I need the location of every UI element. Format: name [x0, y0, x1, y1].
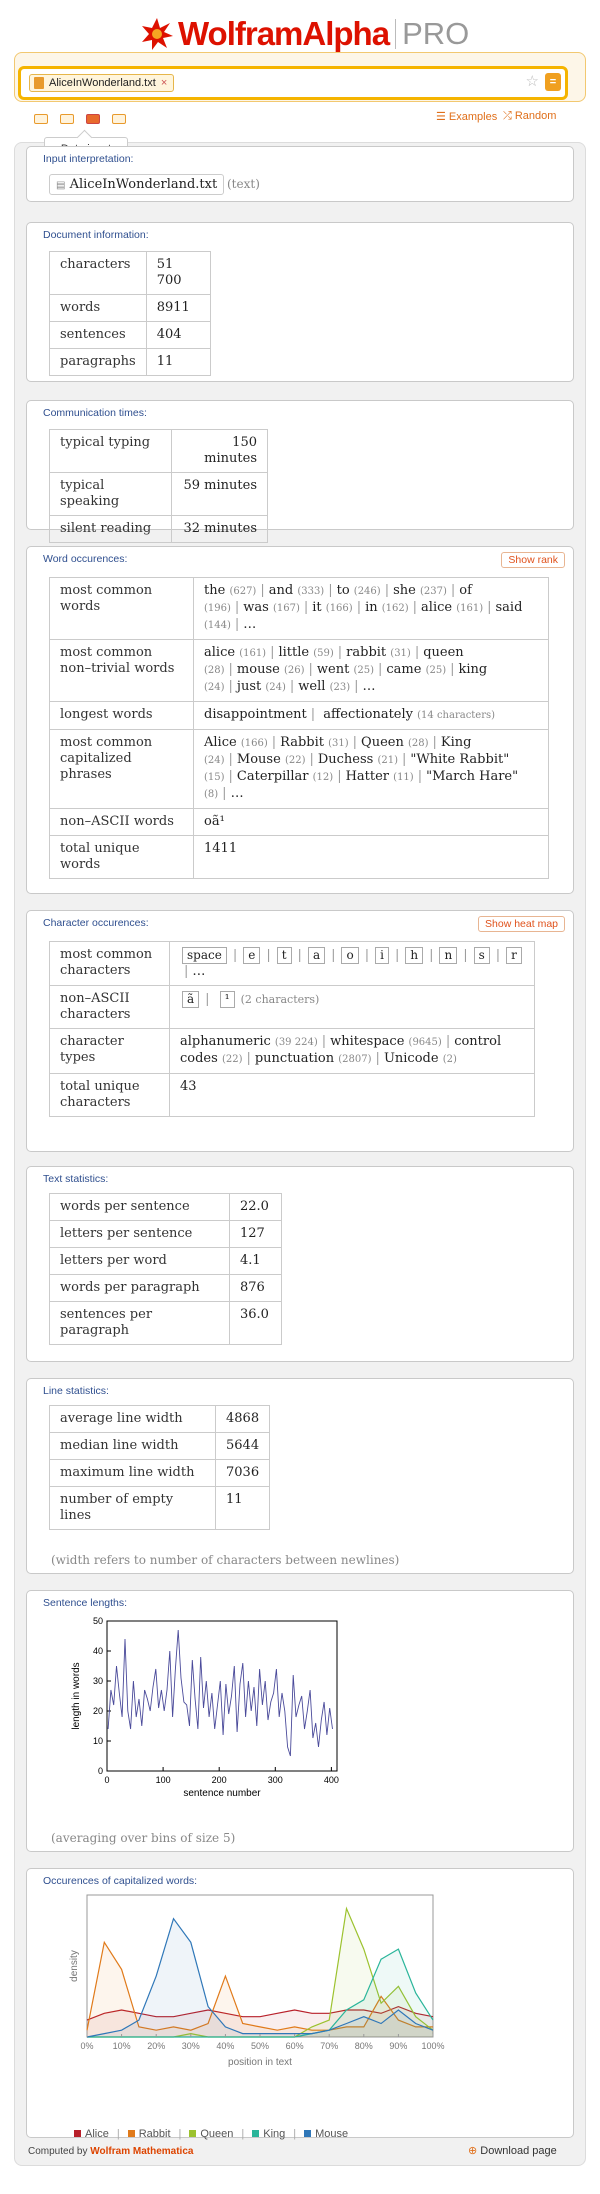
row-value: 7036: [216, 1460, 270, 1487]
list-item: whitespace: [330, 1034, 405, 1049]
x-tick-label: 80%: [354, 2041, 373, 2051]
row-label: character types: [50, 1029, 170, 1074]
nonascii-note: (2 characters): [240, 993, 320, 1006]
unique-characters: 43: [170, 1074, 535, 1117]
list-item-count: (25): [425, 665, 447, 676]
list-item-count: (22): [284, 755, 306, 766]
list-item: Duchess: [317, 752, 374, 767]
nonascii-characters: ã | ¹ (2 characters): [170, 986, 535, 1029]
row-label: median line width: [50, 1433, 216, 1460]
search-input[interactable]: [18, 66, 568, 100]
data-input-icon[interactable]: [86, 114, 100, 124]
unique-words: 1411: [194, 836, 549, 879]
pod-title: Word occurences:: [43, 553, 128, 565]
row-label: number of empty lines: [50, 1487, 216, 1530]
character-types: alphanumeric (39 224) | whitespace (9645) | control codes (22) | punctuation (2807) | Unicode (2): [170, 1029, 535, 1074]
list-item-count: (24): [265, 682, 286, 693]
x-tick-label: 400: [323, 1775, 339, 1785]
computed-label: Computed by: [28, 2146, 88, 2157]
list-item: "March Hare": [426, 769, 519, 784]
x-axis-label: sentence number: [183, 1788, 261, 1799]
nontrivial-words: alice (161) | little (59) | rabbit (31) | queen (28) | mouse (26) | went (25) | came (25) | king (24) | just (24) | well (23) | …: [194, 640, 549, 702]
list-item-count: (2): [442, 1054, 457, 1065]
list-item: queen: [423, 645, 464, 660]
document-info-table: [49, 251, 211, 376]
row-label: total unique words: [50, 836, 194, 879]
pod-title: Input interpretation:: [43, 153, 134, 165]
pod-character-occurences: [26, 910, 574, 1152]
list-item: Unicode: [383, 1051, 439, 1066]
list-item: said: [495, 600, 523, 615]
list-item: alice: [421, 600, 453, 615]
pod-line-statistics: [26, 1378, 574, 1574]
legend-item: [128, 2128, 171, 2140]
legend-swatch: [189, 2130, 196, 2137]
row-value: 22.0: [230, 1194, 282, 1221]
char-box: s: [474, 947, 490, 964]
nonascii-words: oã¹: [194, 809, 549, 836]
sentence-length-chart: [47, 1613, 347, 1813]
row-label: letters per sentence: [50, 1221, 230, 1248]
download-icon: ⊕: [468, 2145, 478, 2157]
list-item: King: [440, 735, 472, 750]
char-box: r: [506, 947, 522, 964]
table-row: [50, 1460, 270, 1487]
show-heat-map-button[interactable]: Show heat map: [478, 916, 565, 932]
table-row: [50, 809, 549, 836]
table-row: [50, 1302, 282, 1345]
legend-swatch: [304, 2130, 311, 2137]
row-value: 8911: [146, 295, 210, 322]
row-label: non–ASCII words: [50, 809, 194, 836]
row-label: sentences per paragraph: [50, 1302, 230, 1345]
table-row: [50, 430, 268, 473]
table-row: [50, 1221, 282, 1248]
input-mode-bar: [34, 114, 126, 124]
x-tick-label: 40%: [216, 2041, 235, 2051]
row-label: typical speaking: [50, 473, 172, 516]
file-chip[interactable]: [29, 74, 174, 92]
row-label: letters per word: [50, 1248, 230, 1275]
list-item-count: (246): [353, 586, 381, 597]
list-item-count: (24): [204, 682, 225, 693]
row-value: 4.1: [230, 1248, 282, 1275]
examples-label: Examples: [448, 111, 498, 123]
file-icon: [34, 77, 44, 89]
table-row: [50, 702, 549, 730]
list-item: and: [268, 583, 294, 598]
list-item: went: [316, 662, 350, 677]
examples-link[interactable]: ☰ Examples: [436, 111, 498, 123]
x-tick-label: 100%: [421, 2041, 445, 2051]
list-item: it: [312, 600, 322, 615]
remove-file-icon[interactable]: ×: [160, 77, 168, 89]
list-item-count: (196): [204, 603, 231, 614]
y-tick-label: 10: [92, 1736, 103, 1746]
list-item-count: (162): [381, 603, 409, 614]
y-tick-label: 50: [92, 1616, 103, 1626]
row-value: 36.0: [230, 1302, 282, 1345]
row-label: most common words: [50, 578, 194, 640]
list-item-count: (28): [204, 665, 225, 676]
row-label: paragraphs: [50, 349, 147, 376]
computed-by: [28, 2146, 193, 2157]
keyboard-mode-icon[interactable]: [34, 114, 48, 124]
x-tick-label: 0: [104, 1775, 110, 1785]
list-item-count: (12): [312, 772, 334, 783]
longest-note: (14 characters): [417, 710, 496, 721]
row-value: 127: [230, 1221, 282, 1248]
row-value: 404: [146, 322, 210, 349]
pod-title: Sentence lengths:: [43, 1597, 128, 1609]
y-axis-label: density: [69, 1950, 80, 1982]
list-item: Alice: [204, 735, 237, 750]
more-ellipsis[interactable]: …: [230, 786, 244, 801]
table-row: [50, 986, 535, 1029]
x-tick-label: 100: [155, 1775, 171, 1785]
list-item: control codes: [180, 1034, 502, 1066]
pod-input-interpretation: [26, 146, 574, 202]
list-item-count: (22): [221, 1054, 243, 1065]
longest-word: affectionately: [323, 707, 413, 722]
pod-document-information: [26, 222, 574, 382]
pod-word-occurences: [26, 546, 574, 894]
capitalized-words-chart: [47, 1889, 467, 2085]
show-rank-button[interactable]: Show rank: [501, 552, 565, 568]
list-item-count: (26): [283, 665, 305, 676]
row-label: average line width: [50, 1406, 216, 1433]
row-label: words per sentence: [50, 1194, 230, 1221]
list-item-count: (167): [272, 603, 300, 614]
communication-table: [49, 429, 268, 543]
list-item: rabbit: [346, 645, 387, 660]
table-row: [50, 1275, 282, 1302]
brand-name: WolframAlpha: [178, 15, 390, 52]
list-item: Hatter: [345, 769, 390, 784]
row-label: typical typing: [50, 430, 172, 473]
y-tick-label: 20: [92, 1706, 103, 1716]
list-item-count: (59): [313, 648, 334, 659]
list-item: just: [236, 679, 262, 694]
list-item-count: (25): [353, 665, 374, 676]
pod-title: Text statistics:: [43, 1173, 109, 1185]
list-item: the: [204, 583, 226, 598]
list-item-count: (23): [329, 682, 351, 693]
list-item: to: [336, 583, 350, 598]
pod-communication-times: [26, 400, 574, 536]
char-box: i: [375, 947, 389, 964]
list-item-count: (9645): [408, 1037, 442, 1048]
x-tick-label: 70%: [320, 2041, 339, 2051]
pod-title: Line statistics:: [43, 1385, 109, 1397]
y-tick-label: 0: [97, 1766, 103, 1776]
list-item: punctuation: [254, 1051, 335, 1066]
row-value: 51 700: [146, 252, 210, 295]
legend-label: King: [263, 2128, 286, 2140]
y-tick-label: 30: [92, 1676, 103, 1686]
table-row: [50, 1433, 270, 1460]
char-box: a: [308, 947, 325, 964]
legend-item: [189, 2128, 233, 2140]
table-row: [50, 1406, 270, 1433]
list-item-count: (161): [239, 648, 267, 659]
list-item-count: (8): [204, 789, 219, 800]
char-box: ã: [182, 991, 199, 1008]
legend-label: Queen: [200, 2128, 234, 2140]
word-occurences-table: [49, 577, 549, 879]
legend-swatch: [128, 2130, 135, 2137]
table-row: [50, 252, 211, 295]
char-box: space: [182, 947, 227, 964]
list-item-count: (166): [240, 738, 268, 749]
table-row: [50, 349, 211, 376]
download-label: Download page: [480, 2145, 557, 2157]
table-row: [50, 473, 268, 516]
list-item-count: (166): [325, 603, 353, 614]
row-label: total unique characters: [50, 1074, 170, 1117]
file-chip-label: AliceInWonderland.txt: [49, 77, 156, 89]
pod-capitalized-words: [26, 1868, 574, 2138]
table-row: [50, 1487, 270, 1530]
x-tick-label: 20%: [147, 2041, 166, 2051]
plot-frame: [107, 1621, 337, 1771]
favorite-star-icon[interactable]: ☆: [525, 72, 539, 90]
list-item-count: (39 224): [274, 1037, 318, 1048]
common-characters: space | e | t | a | o | i | h | n | s | r| …: [170, 942, 535, 986]
list-item-count: (161): [456, 603, 484, 614]
table-row: [50, 516, 268, 543]
list-item-count: (24): [204, 755, 225, 766]
line-statistics-table: [49, 1405, 270, 1530]
x-tick-label: 10%: [112, 2041, 131, 2051]
list-item: little: [278, 645, 310, 660]
compute-button[interactable]: =: [545, 73, 561, 91]
row-label: longest words: [50, 702, 194, 730]
row-label: most common non–trivial words: [50, 640, 194, 702]
row-label: words per paragraph: [50, 1275, 230, 1302]
legend-item: [304, 2128, 348, 2140]
input-file-box: [49, 174, 224, 195]
pod-text-statistics: [26, 1166, 574, 1362]
wolframalpha-logo[interactable]: [140, 12, 469, 56]
row-label: maximum line width: [50, 1460, 216, 1487]
pod-sentence-lengths: [26, 1590, 574, 1852]
pod-title: Communication times:: [43, 407, 147, 419]
list-item-count: (21): [377, 755, 399, 766]
list-item: she: [393, 583, 416, 598]
capitalized-phrases: Alice (166) | Rabbit (31) | Queen (28) | King (24) | Mouse (22) | Duchess (21) | "White Rabbit" (15) | Caterpillar (12) | Hatter (11) | "March Hare" (8) | …: [194, 730, 549, 809]
image-input-icon[interactable]: [60, 114, 74, 124]
legend-item: [74, 2128, 109, 2140]
char-box: h: [405, 947, 423, 964]
chart-legend: Alice | Rabbit | Queen | King | Mouse: [74, 2128, 348, 2140]
legend-swatch: [252, 2130, 259, 2137]
row-label: most common characters: [50, 942, 170, 986]
legend-swatch: [74, 2130, 81, 2137]
x-tick-label: 300: [267, 1775, 283, 1785]
list-item: was: [243, 600, 269, 615]
list-item: alice: [204, 645, 236, 660]
sentence-note: (averaging over bins of size 5): [51, 1831, 236, 1845]
pod-title: Document information:: [43, 229, 149, 241]
list-item-count: (31): [328, 738, 349, 749]
row-label: words: [50, 295, 147, 322]
char-box: t: [277, 947, 292, 964]
pod-title: Character occurences:: [43, 917, 149, 929]
list-item: alphanumeric: [180, 1034, 271, 1049]
x-axis-label: position in text: [228, 2057, 292, 2068]
list-item-count: (2807): [338, 1054, 372, 1065]
char-box: o: [341, 947, 358, 964]
text-statistics-table: [49, 1193, 282, 1345]
star-logo-icon: [140, 17, 174, 51]
input-kind: (text): [227, 177, 260, 191]
x-tick-label: 90%: [389, 2041, 408, 2051]
list-item-count: (333): [297, 586, 325, 597]
list-item: Queen: [361, 735, 404, 750]
row-value: 4868: [216, 1406, 270, 1433]
list-item-count: (31): [390, 648, 411, 659]
table-row: [50, 1074, 535, 1117]
list-item: well: [298, 679, 326, 694]
legend-label: Alice: [85, 2128, 109, 2140]
document-icon: ▤: [56, 180, 66, 191]
row-label: sentences: [50, 322, 147, 349]
list-item: king: [458, 662, 488, 677]
longest-word: disappointment: [204, 707, 307, 722]
y-tick-label: 40: [92, 1646, 103, 1656]
row-value: 59 minutes: [172, 473, 268, 516]
table-row: [50, 295, 211, 322]
row-value: 11: [216, 1487, 270, 1530]
row-value: 5644: [216, 1433, 270, 1460]
more-ellipsis[interactable]: …: [243, 617, 257, 632]
mathematica-link[interactable]: Wolfram Mathematica: [90, 2146, 194, 2157]
table-row: [50, 1029, 535, 1074]
list-item-count: (237): [419, 586, 447, 597]
table-row: [50, 836, 549, 879]
list-item: of: [459, 583, 472, 598]
table-row: [50, 1248, 282, 1275]
list-item: in: [365, 600, 378, 615]
most-common-words: the (627) | and (333) | to (246) | she (237) | of (196) | was (167) | it (166) | in (162) | alice (161) | said (144) | …: [194, 578, 549, 640]
list-item-count: (11): [393, 772, 414, 783]
table-row: [50, 578, 549, 640]
row-label: silent reading: [50, 516, 172, 543]
character-occurences-table: [49, 941, 535, 1117]
list-item: Caterpillar: [236, 769, 309, 784]
random-link[interactable]: ⤮ Random: [503, 110, 557, 122]
row-value: 11: [146, 349, 210, 376]
row-label: most common capitalized phrases: [50, 730, 194, 809]
input-file-name: AliceInWonderland.txt: [69, 177, 218, 192]
list-item: mouse: [236, 662, 280, 677]
list-item: Mouse: [236, 752, 281, 767]
char-box: e: [243, 947, 260, 964]
row-value: 876: [230, 1275, 282, 1302]
char-box: ¹: [220, 991, 235, 1008]
list-item: Rabbit: [280, 735, 324, 750]
list-item-count: (144): [204, 620, 231, 631]
list-item-count: (627): [229, 586, 257, 597]
line-width-note: (width refers to number of characters between newlines): [51, 1553, 400, 1567]
longest-words: disappointment | affectionately (14 characters): [194, 702, 549, 730]
row-label: non–ASCII characters: [50, 986, 170, 1029]
more-ellipsis[interactable]: …: [192, 964, 206, 979]
legend-label: Rabbit: [138, 2128, 171, 2140]
table-row: [50, 942, 535, 986]
y-axis-label: length in words: [71, 1662, 82, 1730]
list-item-count: (15): [204, 772, 225, 783]
char-box: n: [439, 947, 457, 964]
x-tick-label: 30%: [181, 2041, 200, 2051]
row-label: characters: [50, 252, 147, 295]
random-label: Random: [514, 110, 557, 122]
list-item-count: (28): [407, 738, 429, 749]
x-tick-label: 0%: [80, 2041, 94, 2051]
table-row: [50, 322, 211, 349]
table-row: [50, 730, 549, 809]
x-tick-label: 50%: [250, 2041, 270, 2051]
list-item: "White Rabbit": [410, 752, 510, 767]
brand-tier: PRO: [395, 19, 469, 49]
more-ellipsis[interactable]: …: [362, 679, 376, 694]
download-page-link[interactable]: [468, 2144, 557, 2157]
legend-label: Mouse: [315, 2128, 349, 2140]
table-row: [50, 640, 549, 702]
table-row: [50, 1194, 282, 1221]
x-tick-label: 200: [211, 1775, 227, 1785]
list-item: came: [386, 662, 422, 677]
legend-item: [252, 2128, 285, 2140]
x-tick-label: 60%: [285, 2041, 304, 2051]
file-upload-icon[interactable]: [112, 114, 126, 124]
pod-title: Occurences of capitalized words:: [43, 1875, 198, 1887]
row-value: 150 minutes: [172, 430, 268, 473]
row-value: 32 minutes: [172, 516, 268, 543]
